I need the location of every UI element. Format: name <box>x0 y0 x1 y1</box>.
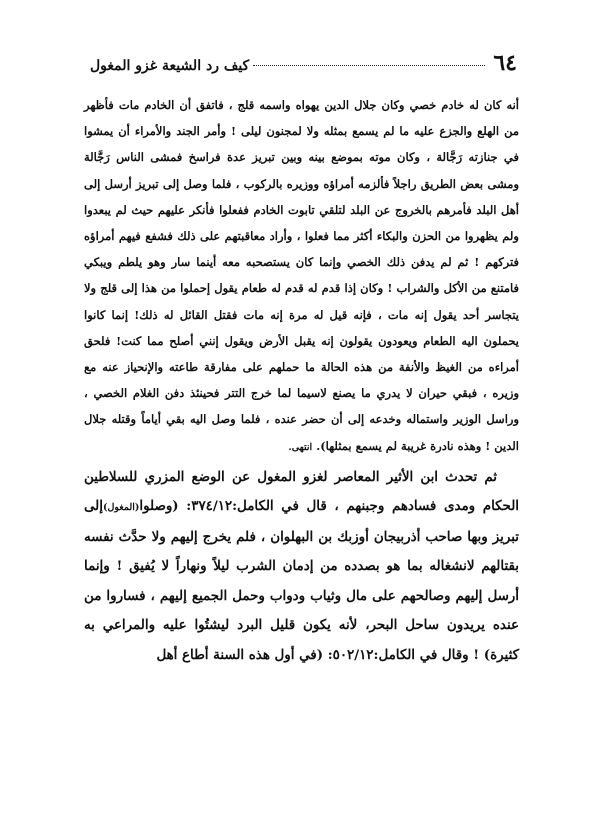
quote-end-marker: انتهى. <box>288 441 313 453</box>
paragraph-ibn-athir-part2: إلى تبريز وبها صاحب أذربيجان أوزبك بن البهلوان ، فلم يخرج إليهم ولا حدَّث نفسه بقتالهم لانشغاله بما هو بصدده من إدمان الشرب ليلاً ونهاراً لا يُفيق ! وإنما أرسل إليهم وصالحهم على مال وثياب ودواب وحمل الجميع إليهم ، فساروا من عنده يريدون ساحل البحر، لأنه يكون قليل البرد ليشتُوا عليه والمراعي به كثيرة) ! وقال في الكامل:٥٠٢/١٢: (في أول هذه السنة أطاع أهل <box>84 498 519 663</box>
running-title: كيف رد الشيعة غزو المغول <box>90 58 250 74</box>
page-body <box>84 92 519 670</box>
page-number: ٦٤ <box>493 50 517 76</box>
paragraph-ibn-athir-part1: ثم تحدث ابن الأثير المعاصر لغزو المغول عن الوضع المزري للسلاطين الحكام ومدى فسادهم وجبنهم ، قال في الكامل:٣٧٤/١٢: (وصلوا <box>84 468 519 515</box>
header-dotted-leader <box>253 64 485 66</box>
paragraph-quote-text: أنه كان له خادم خصي وكان جلال الدين يهواه واسمه قلج ، فاتفق أن الخادم مات فأظهر من الهلع والجزع عليه ما لم يسمع بمثله ولا لمجنون ليلى ! وأمر الجند والأمراء أن يمشوا في جنازته رَجَّالة ، وكان موته بموضع بينه وبين تبريز عدة فراسخ فمشى الناس رَجَّالة ومشى بعض الطريق راجلاً فألزمه أمراؤه ووزيره بالركوب ، فلما وصل إلى تبريز أرسل إلى أهل البلد فأمرهم بالخروج عن البلد لتلقي تابوت الخادم ففعلوا فأنكر عليهم حيث لم يبعدوا ولم يظهروا من الحزن والبكاء أكثر مما فعلوا ، وأراد معاقبتهم على ذلك فشفع فيهم أمراؤه فتركهم ! ثم لم يدفن ذلك الخصي وإنما كان يستصحبه معه أينما سار وهو يلطم ويبكي فامتنع من الأكل والشراب ! وكان إذا قدم له قدم له طعام يقول إحملوا من هذا إلى قلج ولا يتجاسر أحد يقول إنه مات ، فإنه قيل له مرة إنه مات فقتل القائل له ذلك! إنما كانوا يحملون اليه الطعام ويعودون يقولون إنه يقبل الأرض ويقول إنني أصلح مما كنت! فلحق أمراءه من الغيظ والأنفة من هذه الحالة ما حملهم على مفارقة طاعته والإنحياز عنه مع وزيره ، فبقي حيران لا يدري ما يصنع لاسيما لما خرج التتر فحينئذ دفن الغلام الخصي ، وراسل الوزير واستماله وخدعه إلى أن حضر عنده ، فلما وصل اليه بقي أياماً وقتله جلال الدين ! وهذه نادرة غريبة لم يسمع بمثلها). <box>84 98 519 453</box>
inline-note: (المغول) <box>102 502 140 514</box>
paragraph-quote <box>84 92 519 461</box>
page-header <box>90 50 517 76</box>
paragraph-ibn-athir <box>84 463 519 671</box>
